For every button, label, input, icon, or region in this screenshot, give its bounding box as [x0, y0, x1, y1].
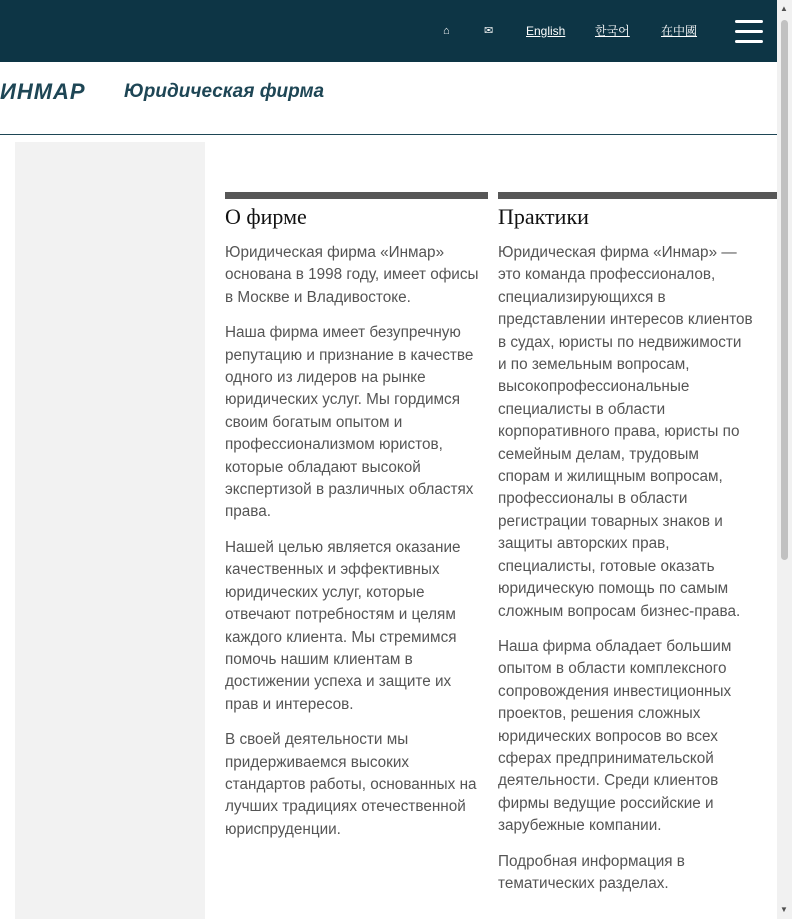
header-divider — [0, 134, 777, 135]
hamburger-menu-icon[interactable] — [735, 18, 763, 46]
mail-icon[interactable]: ✉ — [484, 25, 494, 37]
practices-paragraph: Наша фирма обладает большим опытом в области комплексного сопровождения инвестиционных проектов, решения сложных юридических вопросов во всех сферах предпринимательской деятельности. Среди клиентов фирмы ведущие российские и зарубежные компании. — [498, 637, 732, 835]
about-title: О фирме — [225, 204, 307, 229]
vertical-scrollbar[interactable] — [777, 0, 792, 919]
logo-brand: ИНМАР — [0, 79, 86, 104]
top-navigation-bar — [0, 0, 777, 62]
logo-subtitle: Юридическая фирма — [124, 81, 325, 102]
logo[interactable] — [0, 76, 340, 110]
language-link-chinese[interactable]: 在中國 — [661, 24, 698, 38]
section-divider-bar — [225, 192, 488, 199]
language-link-english[interactable]: English — [526, 24, 566, 38]
scrollbar-thumb[interactable] — [781, 20, 788, 560]
scroll-up-arrow-icon[interactable]: ▲ — [780, 4, 788, 13]
scroll-down-arrow-icon[interactable]: ▼ — [780, 905, 788, 914]
practices-title: Практики — [498, 204, 589, 229]
section-divider-bar — [498, 192, 777, 199]
about-paragraph: Юридическая фирма «Инмар» основана в 1998 году, имеет офисы в Москве и Владивостоке. — [225, 244, 479, 306]
about-paragraph: В своей деятельности мы придерживаемся высоких стандартов работы, основанных на лучших традициях отечественной юриспруденции. — [225, 731, 477, 838]
practices-section — [498, 192, 777, 908]
about-section — [225, 192, 488, 854]
about-paragraph: Нашей целью является оказание качественных и эффективных юридических услуг, которые отвечают потребностям и целям каждого клиента. Мы стремимся помочь нашим клиентам в достижении успеха и защите их прав и интересов. — [225, 538, 461, 713]
practices-paragraph: Подробная информация в тематических разделах. — [498, 852, 685, 892]
sidebar — [15, 142, 205, 919]
home-icon[interactable]: ⌂ — [443, 25, 450, 37]
about-paragraph: Наша фирма имеет безупречную репутацию и признание в качестве одного из лидеров на рынке юридических услуг. Мы гордимся своим богатым опытом и профессионализмом юристов, которые обладают высокой экспертизой в различных областях права. — [225, 324, 474, 521]
language-link-korean[interactable]: 한국어 — [595, 24, 630, 38]
practices-paragraph: Юридическая фирма «Инмар» — это команда профессионалов, специализирующихся в представлении интересов клиентов в судах, юристы по недвижимости и по земельным вопросам, высокопрофессиональные специалисты в области корпоративного права, юристы по семейным делам, трудовым спорам и жилищным вопросам, профессионалы в области регистрации товарных знаков и защиты авторских прав, специалисты, готовые оказать юридическую помощь по самым сложным вопросам бизнес-права. — [498, 244, 753, 620]
